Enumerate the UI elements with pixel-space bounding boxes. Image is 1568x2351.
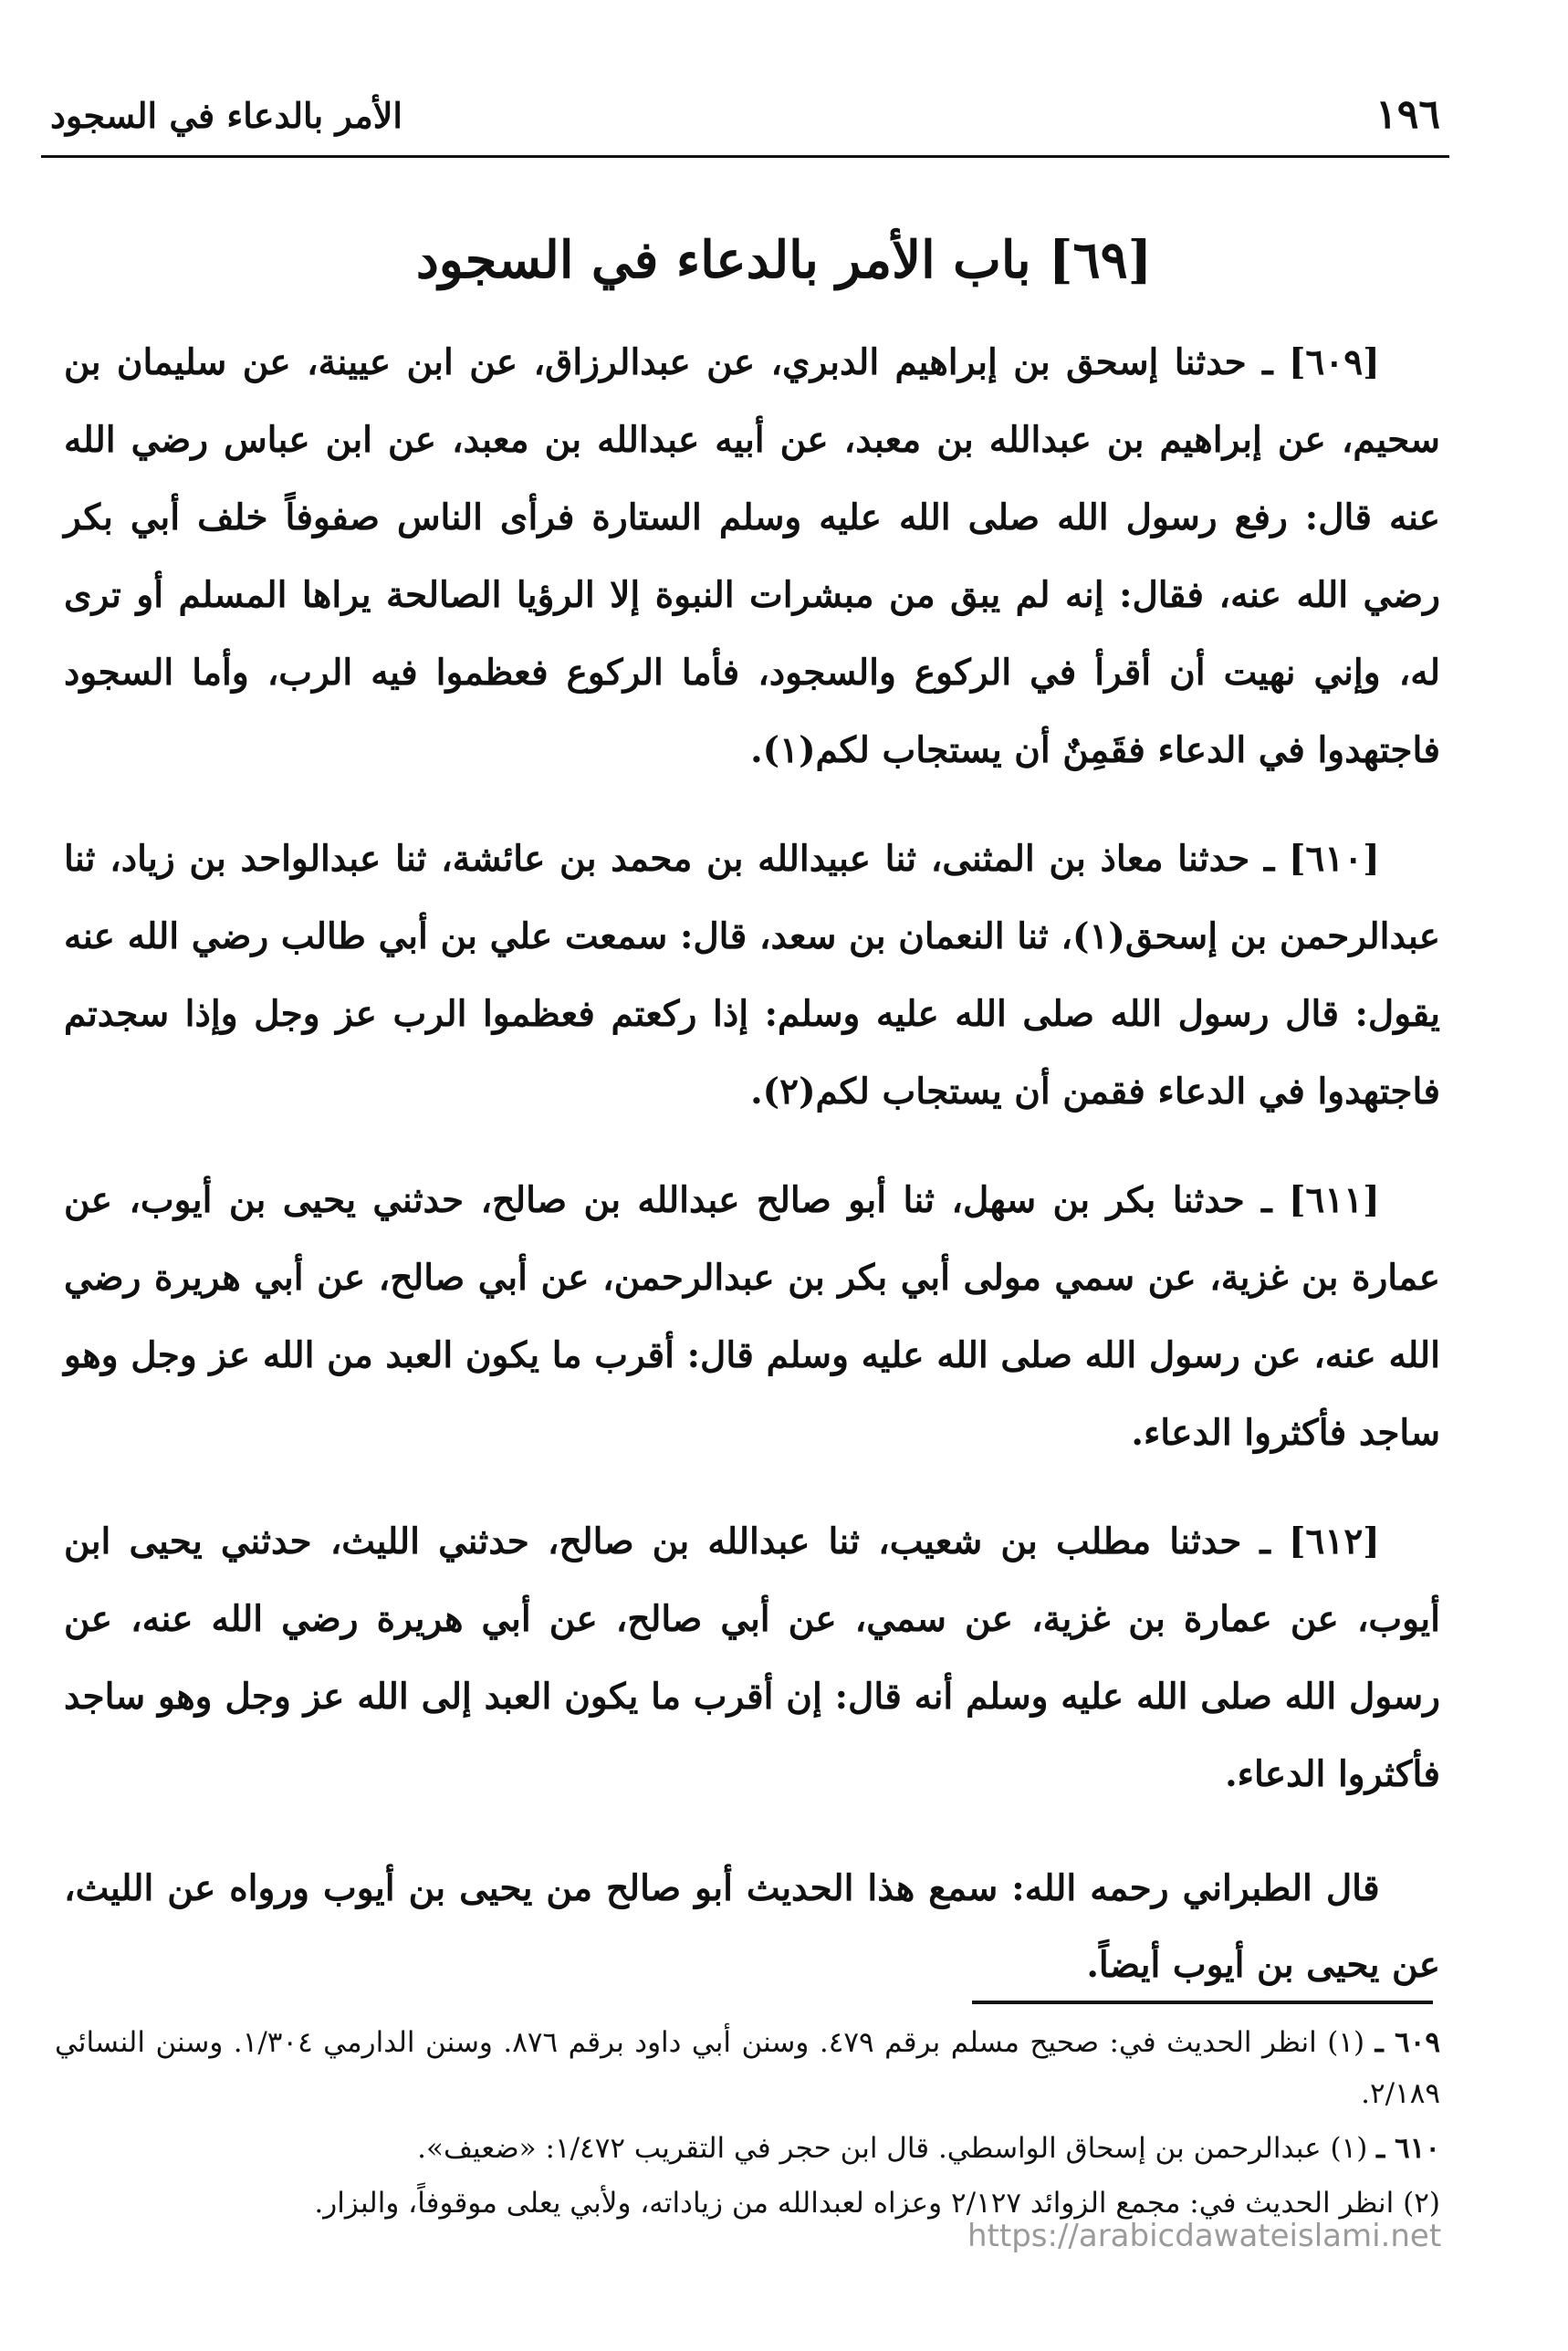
running-header: [41, 91, 1449, 158]
page-number: ١٩٦: [1375, 91, 1440, 138]
hadith-611: [64, 1162, 1440, 1472]
hadith-number: [٦٠٩]: [1288, 341, 1380, 383]
footnote-text: (٢) انظر الحديث في: مجمع الزوائد ٢/١٢٧ وعزاه لعبدالله من زياداته، ولأبي يعلى موقوفاً، والبزار.: [314, 2187, 1440, 2220]
hadith-text: ـ حدثنا مطلب بن شعيب، ثنا عبدالله بن صالح، حدثني الليث، حدثني يحيى ابن أيوب، عن عمارة بن غزية، عن سمي، عن أبي صالح، عن أبي هريرة رضي الله عنه، عن رسول الله صلى الله عليه وسلم أنه قال: إن أقرب ما يكون العبد إلى الله عز وجل وهو ساجد فأكثروا الدعاء.: [64, 1520, 1440, 1795]
hadith-610: [64, 820, 1440, 1131]
hadith-number: [٦١٠]: [1288, 838, 1380, 880]
running-title: الأمر بالدعاء في السجود: [50, 95, 402, 136]
footnote-text: (١) عبدالرحمن بن إسحاق الواسطي. قال ابن حجر في التقريب ١/٤٧٢: «ضعيف».: [417, 2132, 1368, 2165]
footnote-divider: [972, 2001, 1433, 2004]
footnote-key: ٦١٠ ـ: [1376, 2132, 1440, 2165]
footnote-key: ٦٠٩ ـ: [1375, 2026, 1440, 2059]
hadith-text: ـ حدثنا بكر بن سهل، ثنا أبو صالح عبدالله بن صالح، حدثني يحيى بن أيوب، عن عمارة بن غزية، عن سمي مولى أبي بكر بن عبدالرحمن، عن أبي صالح، عن أبي هريرة رضي الله عنه، عن رسول الله صلى الله عليه وسلم قال: أقرب ما يكون العبد من الله عز وجل وهو ساجد فأكثروا الدعاء.: [64, 1179, 1440, 1454]
footnotes: [55, 2017, 1440, 2232]
hadith-text: ـ حدثنا إسحق بن إبراهيم الدبري، عن عبدالرزاق، عن ابن عيينة، عن سليمان بن سحيم، عن إبراهيم بن عبدالله بن معبد، عن أبيه عبدالله بن معبد، عن ابن عباس رضي الله عنه قال: رفع رسول الله صلى الله عليه وسلم الستارة فرأى الناس صفوفاً خلف أبي بكر رضي الله عنه، فقال: إنه لم يبق من مبشرات النبوة إلا الرؤيا الصالحة يراها المسلم أو ترى له، وإني نهيت أن أقرأ في الركوع والسجود، فأما الركوع فعظموا فيه الرب، وأما السجود فاجتهدوا في الدعاء فقَمِنٌ أن يستجاب لكم(١).: [64, 341, 1440, 771]
hadith-number: [٦١٢]: [1288, 1520, 1380, 1562]
footnote-610-1: [55, 2123, 1440, 2174]
hadith-612: [64, 1503, 1440, 1813]
chapter-title: [٦٩] باب الأمر بالدعاء في السجود: [415, 230, 1153, 290]
hadith-text: ـ حدثنا معاذ بن المثنى، ثنا عبيدالله بن محمد بن عائشة، ثنا عبدالواحد بن زياد، ثنا عبدالرحمن بن إسحق(١)، ثنا النعمان بن سعد، قال: سمعت علي بن أبي طالب رضي الله عنه يقول: قال رسول الله صلى الله عليه وسلم: إذا ركعتم فعظموا الرب عز وجل وإذا سجدتم فاجتهدوا في الدعاء فقمن أن يستجاب لكم(٢).: [64, 838, 1440, 1113]
footnote-text: (١) انظر الحديث في: صحيح مسلم برقم ٤٧٩. وسنن أبي داود برقم ٨٧٦. وسنن الدارمي ١/٣٠٤. وسنن النسائي ٢/١٨٩.: [55, 2026, 1440, 2110]
hadith-609: [64, 324, 1440, 789]
watermark-url: https://arabicdawateislami.net: [967, 2218, 1442, 2254]
footnote-609: [55, 2017, 1440, 2119]
main-text: [64, 324, 1440, 2039]
author-note: قال الطبراني رحمه الله: سمع هذا الحديث أبو صالح من يحيى بن أيوب ورواه عن الليث، عن يحيى بن أيوب أيضاً.: [64, 1867, 1440, 1986]
hadith-number: [٦١١]: [1288, 1179, 1380, 1221]
